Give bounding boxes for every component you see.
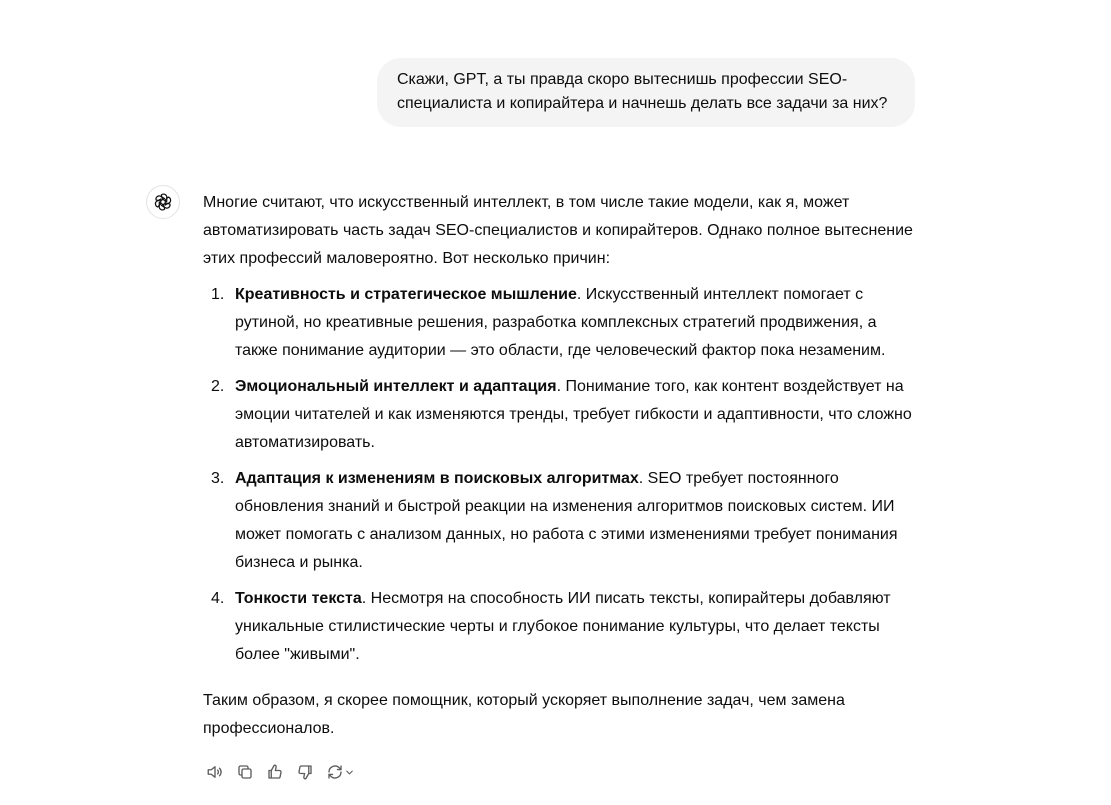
list-item-number: 2. (211, 378, 225, 395)
list-item-title: Эмоциональный интеллект и адаптация (235, 378, 557, 395)
reasons-list (203, 281, 919, 669)
copy-icon (236, 763, 254, 781)
list-item-text: . Несмотря на способность ИИ писать тексты, копирайтеры добавляют уникальные стилистические черты и глубокое понимание культуры, что делает тексты более "живыми". (235, 590, 891, 663)
user-message-bubble: Скажи, GPT, а ты правда скоро вытеснишь профессии SEO-специалиста и копирайтера и начнешь делать все задачи за них? (377, 58, 915, 127)
user-message-row (377, 58, 915, 127)
list-item-text: . Понимание того, как контент воздействует на эмоции читателей и как изменяются тренды, требует гибкости и адаптивности, что сложно автоматизировать. (235, 378, 912, 451)
list-item-title: Креативность и стратегическое мышление (235, 286, 577, 303)
list-item (203, 585, 919, 669)
list-item-number: 1. (211, 286, 225, 303)
list-item (203, 465, 919, 577)
message-actions (203, 761, 357, 783)
thumbs-down-icon (296, 763, 314, 781)
list-item (203, 281, 919, 365)
read-aloud-button[interactable] (203, 761, 227, 783)
copy-button[interactable] (233, 761, 257, 783)
list-item (203, 373, 919, 457)
thumbs-up-button[interactable] (263, 761, 287, 783)
assistant-message (203, 189, 919, 743)
regenerate-icon (326, 763, 344, 781)
list-item-text: . Искусственный интеллект помогает с рутиной, но креативные решения, разработка комплексных стратегий продвижения, а также понимание аудитории — это области, где человеческий фактор пока незаменим. (235, 286, 886, 359)
thumbs-up-icon (266, 763, 284, 781)
list-item-title: Адаптация к изменениям в поисковых алгоритмах (235, 470, 639, 487)
assistant-avatar (146, 185, 180, 219)
list-item-number: 4. (211, 590, 225, 607)
list-item-number: 3. (211, 470, 225, 487)
thumbs-down-button[interactable] (293, 761, 317, 783)
assistant-intro: Многие считают, что искусственный интеллект, в том числе такие модели, как я, может автоматизировать часть задач SEO-специалистов и копирайтеров. Однако полное вытеснение этих профессий маловероятно. Вот несколько причин: (203, 194, 913, 267)
read-aloud-icon (206, 763, 224, 781)
assistant-conclusion: Таким образом, я скорее помощник, который ускоряет выполнение задач, чем замена профессионалов. (203, 692, 845, 737)
list-item-title: Тонкости текста (235, 590, 362, 607)
openai-logo-icon (153, 192, 173, 212)
chevron-down-icon (344, 767, 355, 778)
regenerate-button[interactable] (323, 761, 357, 783)
list-item-text: . SEO требует постоянного обновления знаний и быстрой реакции на изменения алгоритмов поисковых систем. ИИ может помогать с анализом данных, но работа с этими изменениями требует понимания бизнеса и рынка. (235, 470, 898, 571)
